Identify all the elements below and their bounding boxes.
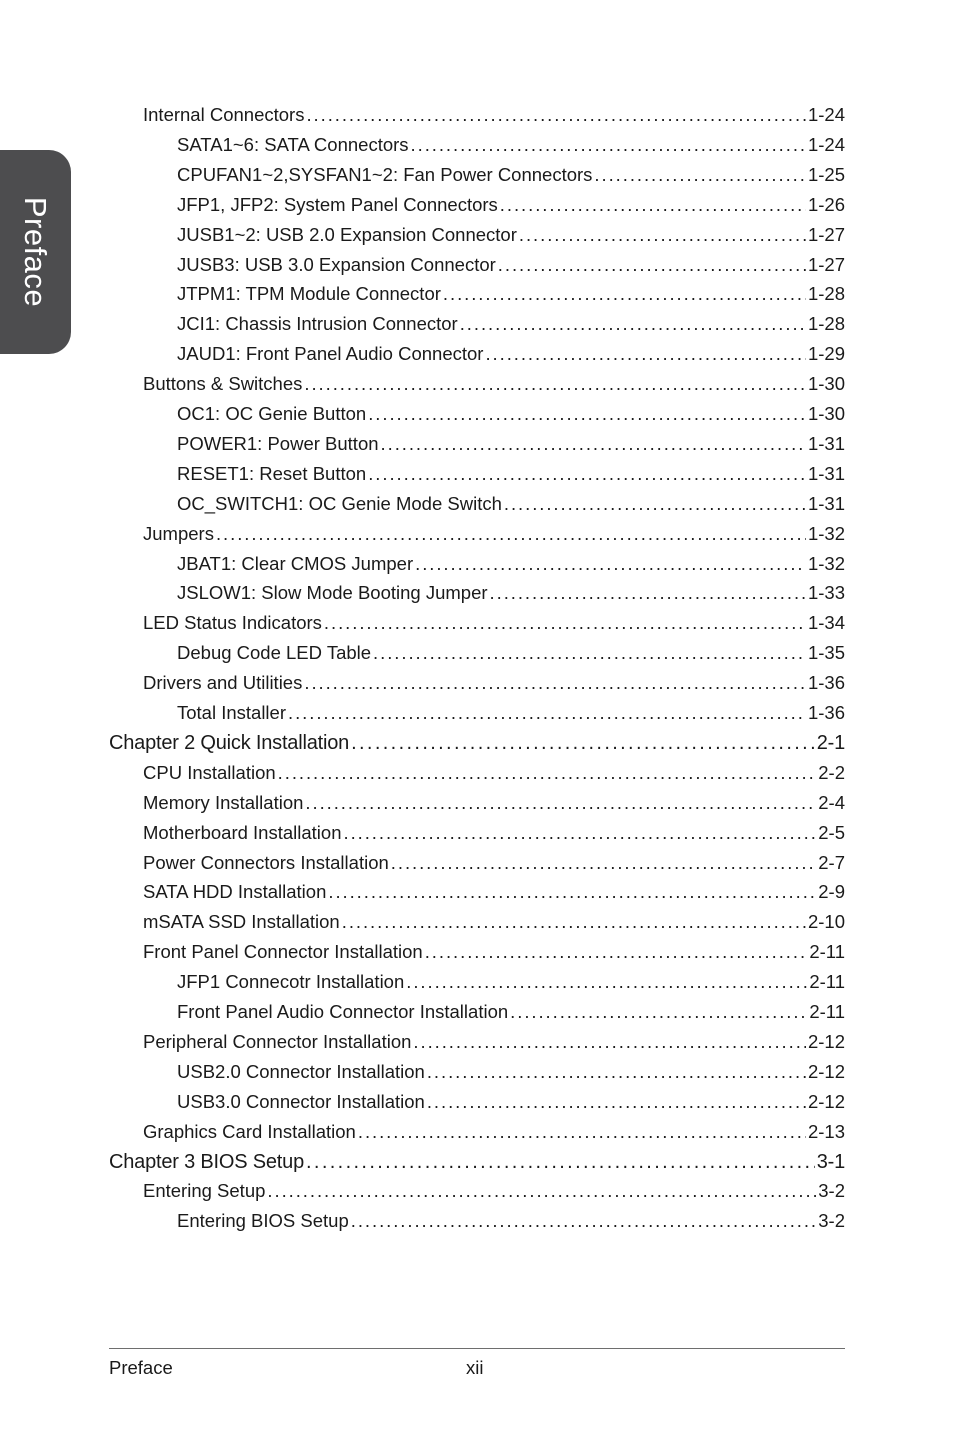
toc-entry-page: 1-31 [807, 492, 845, 514]
toc-entry[interactable] [177, 493, 845, 515]
toc-entry-page: 1-29 [807, 343, 845, 365]
toc-entry-title: Memory Installation [143, 791, 304, 813]
toc-dot-leader [413, 1031, 806, 1053]
toc-entry-page: 1-28 [807, 313, 845, 335]
toc-dot-leader [406, 971, 807, 993]
toc-dot-leader [368, 403, 806, 425]
toc-entry-title: USB2.0 Connector Installation [177, 1060, 425, 1082]
toc-entry-page: 2-13 [807, 1120, 845, 1142]
toc-dot-leader [510, 1001, 807, 1023]
toc-entry[interactable] [143, 941, 845, 963]
toc-dot-leader [343, 822, 816, 844]
toc-dot-leader [427, 1091, 806, 1113]
toc-entry-page: 3-2 [818, 1180, 845, 1202]
toc-entry[interactable] [143, 612, 845, 634]
toc-entry-title: JUSB1~2: USB 2.0 Expansion Connector [177, 223, 517, 245]
toc-dot-leader [460, 313, 806, 335]
footer-page-number: xii [466, 1357, 484, 1378]
toc-entry[interactable] [177, 1061, 845, 1083]
toc-entry-page: 2-5 [818, 821, 845, 843]
toc-entry-title: Total Installer [177, 702, 286, 723]
toc-entry[interactable] [177, 164, 845, 186]
footer-divider [109, 1348, 845, 1349]
toc-dot-leader [485, 343, 806, 365]
toc-entry[interactable] [143, 911, 845, 933]
toc-dot-leader [306, 104, 806, 126]
toc-entry-title: Drivers and Utilities [143, 672, 303, 694]
toc-entry-page: 1-31 [807, 462, 845, 484]
toc-entry-title: Power Connectors Installation [143, 851, 389, 873]
toc-entry-title: RESET1: Reset Button [177, 462, 367, 484]
toc-entry[interactable] [177, 403, 845, 425]
toc-entry-page: 2-4 [818, 791, 845, 813]
toc-entry-page: 1-27 [807, 253, 845, 275]
toc-dot-leader [324, 612, 806, 634]
toc-entry-title: Motherboard Installation [143, 821, 342, 843]
toc-entry[interactable] [143, 1031, 845, 1053]
toc-dot-leader [305, 792, 816, 814]
toc-entry-page: 3-1 [816, 1150, 845, 1173]
toc-entry-page: 1-24 [807, 104, 845, 125]
toc-entry[interactable] [143, 1180, 845, 1202]
toc-entry-title: LED Status Indicators [143, 612, 322, 634]
toc-entry[interactable] [177, 463, 845, 485]
toc-dot-leader [504, 493, 806, 515]
side-tab-label: Preface [18, 196, 53, 308]
toc-dot-leader [358, 1121, 806, 1143]
toc-entry-page: 2-11 [809, 1001, 845, 1022]
toc-dot-leader [328, 881, 816, 903]
toc-entry[interactable] [143, 672, 845, 694]
toc-entry-page: 1-34 [807, 612, 845, 634]
toc-dot-leader [368, 463, 806, 485]
toc-dot-leader [342, 911, 806, 933]
toc-dot-leader [304, 373, 806, 395]
toc-dot-leader [306, 1151, 815, 1173]
toc-entry-title: Entering BIOS Setup [177, 1210, 349, 1232]
toc-entry-page: 1-27 [807, 223, 845, 245]
toc-dot-leader [391, 852, 816, 874]
toc-entry[interactable] [143, 104, 845, 126]
toc-entry[interactable] [177, 433, 845, 455]
toc-entry-title: Entering Setup [143, 1180, 266, 1202]
toc-dot-leader [278, 762, 817, 784]
toc-dot-leader [594, 164, 806, 186]
toc-dot-leader [411, 134, 806, 156]
toc-dot-leader [427, 1061, 806, 1083]
toc-entry-title: mSATA SSD Installation [143, 911, 340, 933]
toc-entry-title: Front Panel Audio Connector Installation [177, 1001, 509, 1022]
toc-entry[interactable] [177, 553, 845, 575]
toc-entry-title: Chapter 3 BIOS Setup [109, 1150, 305, 1173]
toc-entry[interactable] [143, 523, 845, 545]
toc-entry[interactable] [177, 283, 845, 305]
toc-dot-leader [351, 1210, 817, 1232]
toc-entry[interactable] [177, 224, 845, 246]
toc-entry[interactable] [177, 313, 845, 335]
toc-entry[interactable] [177, 702, 845, 724]
toc-dot-leader [373, 642, 806, 664]
toc-dot-leader [381, 433, 806, 455]
toc-entry-page: 2-2 [818, 761, 845, 783]
toc-entry-page: 1-33 [807, 582, 845, 604]
toc-entry[interactable] [143, 822, 845, 844]
toc-entry-title: Peripheral Connector Installation [143, 1030, 412, 1052]
toc-dot-leader [498, 254, 806, 276]
toc-entry-page: 1-26 [807, 193, 845, 215]
toc-entry-page: 2-11 [809, 971, 845, 993]
toc-entry[interactable] [143, 762, 845, 784]
toc-entry-title: CPUFAN1~2,SYSFAN1~2: Fan Power Connectors [177, 163, 593, 185]
toc-chapter-entry[interactable] [109, 1151, 845, 1173]
toc-entry-title: SATA1~6: SATA Connectors [177, 133, 409, 155]
toc-entry-page: 2-12 [807, 1060, 845, 1082]
toc-entry[interactable] [177, 1001, 845, 1023]
toc-entry[interactable] [143, 373, 845, 395]
toc-dot-leader [519, 224, 806, 246]
toc-entry-title: OC1: OC Genie Button [177, 403, 367, 424]
toc-dot-leader [500, 194, 806, 216]
toc-entry[interactable] [143, 881, 845, 903]
toc-dot-leader [490, 582, 806, 604]
toc-entry-title: Jumpers [143, 522, 214, 544]
toc-entry-page: 1-32 [807, 522, 845, 544]
toc-entry-title: POWER1: Power Button [177, 432, 379, 454]
toc-entry-page: 1-32 [807, 552, 845, 574]
toc-dot-leader [415, 553, 806, 575]
toc-entry-page: 1-36 [807, 672, 845, 694]
toc-entry-page: 3-2 [818, 1210, 845, 1232]
toc-entry-title: JUSB3: USB 3.0 Expansion Connector [177, 253, 496, 275]
toc-entry-title: JTPM1: TPM Module Connector [177, 283, 441, 305]
toc-entry[interactable] [177, 343, 845, 365]
footer-section-label: Preface [109, 1357, 173, 1378]
toc-entry[interactable] [177, 1210, 845, 1232]
toc-entry-page: 2-10 [807, 911, 845, 933]
toc-entry[interactable] [143, 1121, 845, 1143]
toc-dot-leader [351, 732, 815, 754]
toc-entry-title: Chapter 2 Quick Installation [109, 731, 350, 754]
toc-entry-page: 2-11 [809, 941, 845, 963]
toc-entry-page: 1-30 [807, 373, 845, 395]
toc-entry[interactable] [143, 792, 845, 814]
toc-entry-title: JCI1: Chassis Intrusion Connector [177, 313, 458, 335]
toc-entry-page: 2-9 [818, 881, 845, 903]
toc-entry[interactable] [177, 642, 845, 664]
toc-dot-leader [304, 672, 806, 694]
toc-entry-title: JSLOW1: Slow Mode Booting Jumper [177, 582, 488, 604]
toc-dot-leader [443, 283, 806, 305]
toc-dot-leader [216, 523, 806, 545]
toc-entry-page: 2-12 [807, 1030, 845, 1052]
toc-entry-page: 1-28 [807, 283, 845, 305]
toc-entry[interactable] [177, 254, 845, 276]
toc-entry[interactable] [177, 194, 845, 216]
toc-entry-title: JBAT1: Clear CMOS Jumper [177, 552, 414, 574]
toc-entry-title: JFP1, JFP2: System Panel Connectors [177, 193, 498, 215]
toc-entry[interactable] [177, 582, 845, 604]
toc-entry-page: 1-31 [807, 432, 845, 454]
toc-chapter-entry[interactable] [109, 732, 845, 754]
toc-entry-title: Internal Connectors [143, 104, 305, 125]
toc-entry-page: 2-12 [807, 1090, 845, 1112]
toc-entry-title: CPU Installation [143, 761, 276, 783]
toc-entry-page: 1-24 [807, 133, 845, 155]
toc-entry-title: OC_SWITCH1: OC Genie Mode Switch [177, 492, 502, 514]
toc-dot-leader [425, 941, 808, 963]
toc-entry-title: Graphics Card Installation [143, 1120, 356, 1142]
toc-entry-page: 2-1 [816, 731, 845, 754]
toc-entry-title: JAUD1: Front Panel Audio Connector [177, 343, 484, 365]
toc-entry-page: 1-36 [807, 702, 845, 723]
toc-entry-title: USB3.0 Connector Installation [177, 1090, 425, 1112]
toc-entry-page: 1-30 [807, 403, 845, 424]
toc-entry[interactable] [177, 971, 845, 993]
toc-entry-title: Front Panel Connector Installation [143, 941, 423, 963]
toc-entry-title: JFP1 Connecotr Installation [177, 971, 405, 993]
toc-entry[interactable] [143, 852, 845, 874]
toc-entry[interactable] [177, 134, 845, 156]
toc-entry-page: 1-35 [807, 642, 845, 664]
toc-entry-title: Buttons & Switches [143, 373, 303, 395]
toc-entry-title: SATA HDD Installation [143, 881, 327, 903]
toc-dot-leader [288, 702, 806, 724]
toc-entry[interactable] [177, 1091, 845, 1113]
toc-entry-title: Debug Code LED Table [177, 642, 372, 664]
toc-entry-page: 2-7 [818, 851, 845, 873]
toc-entry-page: 1-25 [807, 163, 845, 185]
toc-dot-leader [267, 1180, 816, 1202]
